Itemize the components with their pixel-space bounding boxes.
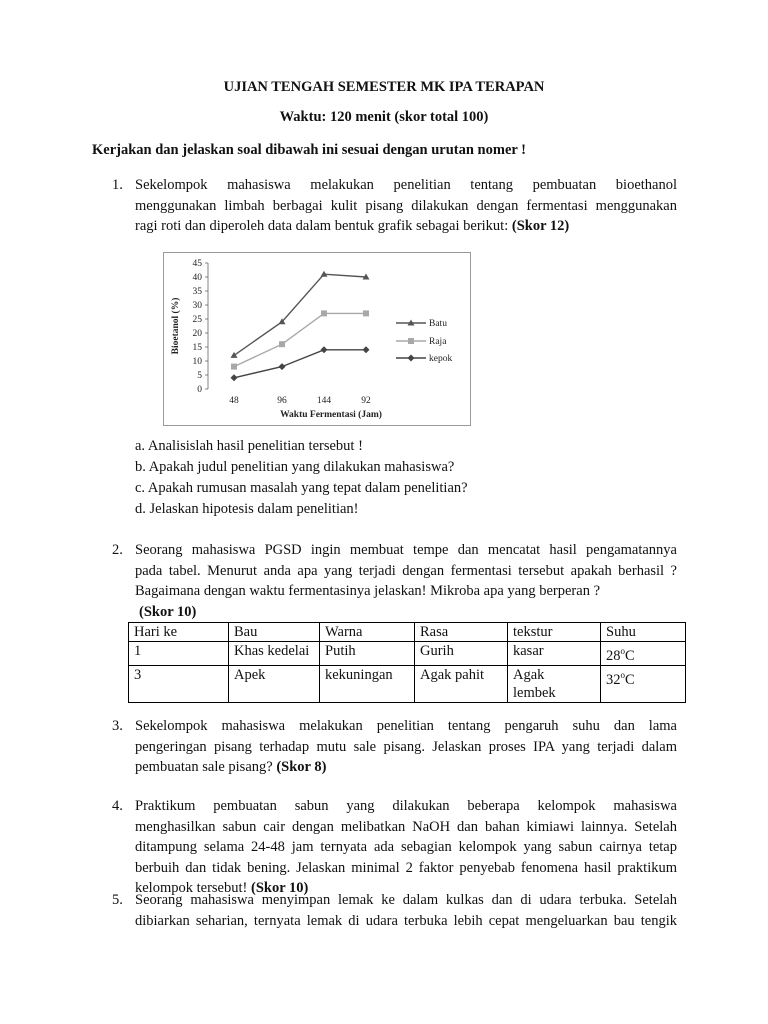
series-line-batu — [234, 274, 366, 355]
y-tick-label: 0 — [197, 385, 202, 395]
table-cell: Apek — [229, 665, 320, 702]
question-3 — [112, 716, 677, 778]
legend-marker-kepok — [408, 355, 415, 362]
table-header-cell: Suhu — [601, 623, 686, 642]
legend-label-raja: Raja — [429, 337, 447, 347]
chart-svg — [164, 253, 470, 425]
question-number: 3. — [112, 718, 123, 734]
table-cell: Agak lembek — [508, 665, 601, 702]
data-point-raja — [231, 364, 237, 370]
table-header-cell: tekstur — [508, 623, 601, 642]
y-tick-label: 15 — [192, 343, 202, 353]
question-line: berbuih dan tidak bening. Jelaskan minimal 2 faktor penyebab fenomena hasil praktikum — [135, 859, 677, 876]
x-tick-label: 48 — [229, 396, 239, 406]
data-point-kepok — [231, 374, 238, 381]
question-4 — [112, 796, 677, 899]
table-header-cell: Warna — [320, 623, 415, 642]
series-line-kepok — [234, 350, 366, 378]
table-cell-temperature: 32$^o$C — [601, 665, 686, 702]
table-row — [129, 642, 686, 666]
question-number: 2. — [112, 542, 123, 558]
data-point-raja — [321, 310, 327, 316]
observation-table — [128, 622, 686, 703]
question-2 — [112, 540, 677, 622]
table-cell: 3 — [129, 665, 229, 702]
y-tick-label: 20 — [192, 329, 202, 339]
data-point-batu — [231, 352, 238, 358]
question-1 — [112, 175, 677, 237]
data-point-kepok — [279, 363, 286, 370]
data-point-raja — [363, 310, 369, 316]
table-cell: Agak pahit — [415, 665, 508, 702]
table-cell: kasar — [508, 642, 601, 666]
question-5 — [112, 890, 677, 931]
question-line: pada tabel. Menurut anda apa yang terjadi dengan fermentasi tersebut apakah berhasil ? — [135, 562, 677, 579]
question-line-final — [135, 216, 677, 237]
y-tick-label: 25 — [192, 315, 202, 325]
score-label: (Skor 10) — [250, 880, 309, 896]
table-cell: Khas kedelai — [229, 642, 320, 666]
question-line: Praktikum pembuatan sabun yang dilakukan beberapa kelompok mahasiswa — [135, 798, 677, 814]
table-cell: Gurih — [415, 642, 508, 666]
question-line: Sekelompok mahasiswa melakukan penelitian tentang pembuatan bioethanol — [135, 177, 677, 193]
question-line: dibiarkan seharian, ternyata lemak di udara terbuka lebih cepat mengeluarkan bau tengik — [135, 912, 677, 929]
table-cell-temperature: 28$^o$C — [601, 642, 686, 666]
y-tick-label: 40 — [192, 273, 202, 283]
table-header-cell: Rasa — [415, 623, 508, 642]
data-point-raja — [279, 341, 285, 347]
y-tick-label: 45 — [192, 259, 202, 269]
question-line: menggunakan limbah berbagai kulit pisang dilakukan dengan fermentasi menggunakan — [135, 197, 677, 214]
x-tick-label: 96 — [277, 396, 287, 406]
question-line: pengeringan pisang terhadap mutu sale pisang. Jelaskan proses IPA yang terjadi dalam — [135, 738, 677, 755]
question-line-final: pembuatan sale pisang? (Skor 8) — [135, 759, 327, 775]
question-line: Seorang mahasiswa menyimpan lemak ke dalam kulkas dan di udara terbuka. Setelah — [135, 892, 677, 908]
question-number: 1. — [112, 177, 123, 193]
question-text: ragi roti dan diperoleh data dalam bentuk grafik sebagai berikut: — [135, 218, 509, 234]
score-label: (Skor 12) — [511, 218, 570, 234]
data-point-kepok — [321, 346, 328, 353]
page-subtitle: Waktu: 120 menit (skor total 100) — [279, 109, 489, 125]
sub-question-list — [135, 436, 468, 520]
question-line: Sekelompok mahasiswa melakukan penelitian tentang pengaruh suhu dan lama — [135, 718, 677, 734]
x-tick-label: 92 — [361, 396, 371, 406]
score-label: (Skor 10) — [139, 603, 197, 620]
x-axis-label: Waktu Fermentasi (Jam) — [280, 410, 382, 420]
table-cell: kekuningan — [320, 665, 415, 702]
y-tick-label: 5 — [197, 371, 202, 381]
sub-question-d: d. Jelaskan hipotesis dalam penelitian! — [135, 501, 359, 517]
question-number: 5. — [112, 892, 123, 908]
table-cell: 1 — [129, 642, 229, 666]
y-axis-label: Bioetanol (%) — [171, 297, 181, 355]
question-line: menghasilkan sabun cair dengan melibatkan NaOH dan bahan kimiawi lainnya. Setelah — [135, 818, 677, 835]
bioethanol-chart — [163, 252, 471, 426]
sub-question-b: b. Apakah judul penelitian yang dilakukan mahasiswa? — [135, 459, 455, 475]
question-line-final: kelompok tersebut! (Skor 10) — [135, 880, 309, 896]
table-header-cell: Hari ke — [129, 623, 229, 642]
question-number: 4. — [112, 798, 123, 814]
sub-question-c: c. Apakah rumusan masalah yang tepat dalam penelitian? — [135, 480, 468, 496]
table-header-row — [129, 623, 686, 642]
data-point-kepok — [363, 346, 370, 353]
legend-label-kepok: kepok — [429, 354, 453, 364]
y-tick-label: 10 — [192, 357, 202, 367]
question-line: Bagaimana dengan waktu fermentasinya jelaskan! Mikroba apa yang berperan ? — [135, 583, 601, 599]
legend-marker-raja — [408, 338, 414, 344]
sub-question-a: a. Analisislah hasil penelitian tersebut ! — [135, 438, 363, 454]
y-tick-label: 30 — [192, 301, 202, 311]
y-tick-label: 35 — [192, 287, 202, 297]
series-line-raja — [234, 313, 366, 366]
score-label: (Skor 8) — [276, 759, 327, 775]
legend-label-batu: Batu — [429, 319, 447, 329]
table-cell: Putih — [320, 642, 415, 666]
page-title: UJIAN TENGAH SEMESTER MK IPA TERAPAN — [223, 79, 545, 95]
table-row — [129, 665, 686, 702]
table-header-cell: Bau — [229, 623, 320, 642]
x-tick-label: 144 — [316, 396, 332, 406]
instruction: Kerjakan dan jelaskan soal dibawah ini sesuai dengan urutan nomer ! — [92, 142, 527, 158]
question-line: ditampung selama 24-48 jam ternyata ada sebagian kelompok yang sabun cairnya tetap — [135, 839, 677, 855]
question-line: Seorang mahasiswa PGSD ingin membuat tempe dan mencatat hasil pengamatannya — [135, 542, 677, 558]
